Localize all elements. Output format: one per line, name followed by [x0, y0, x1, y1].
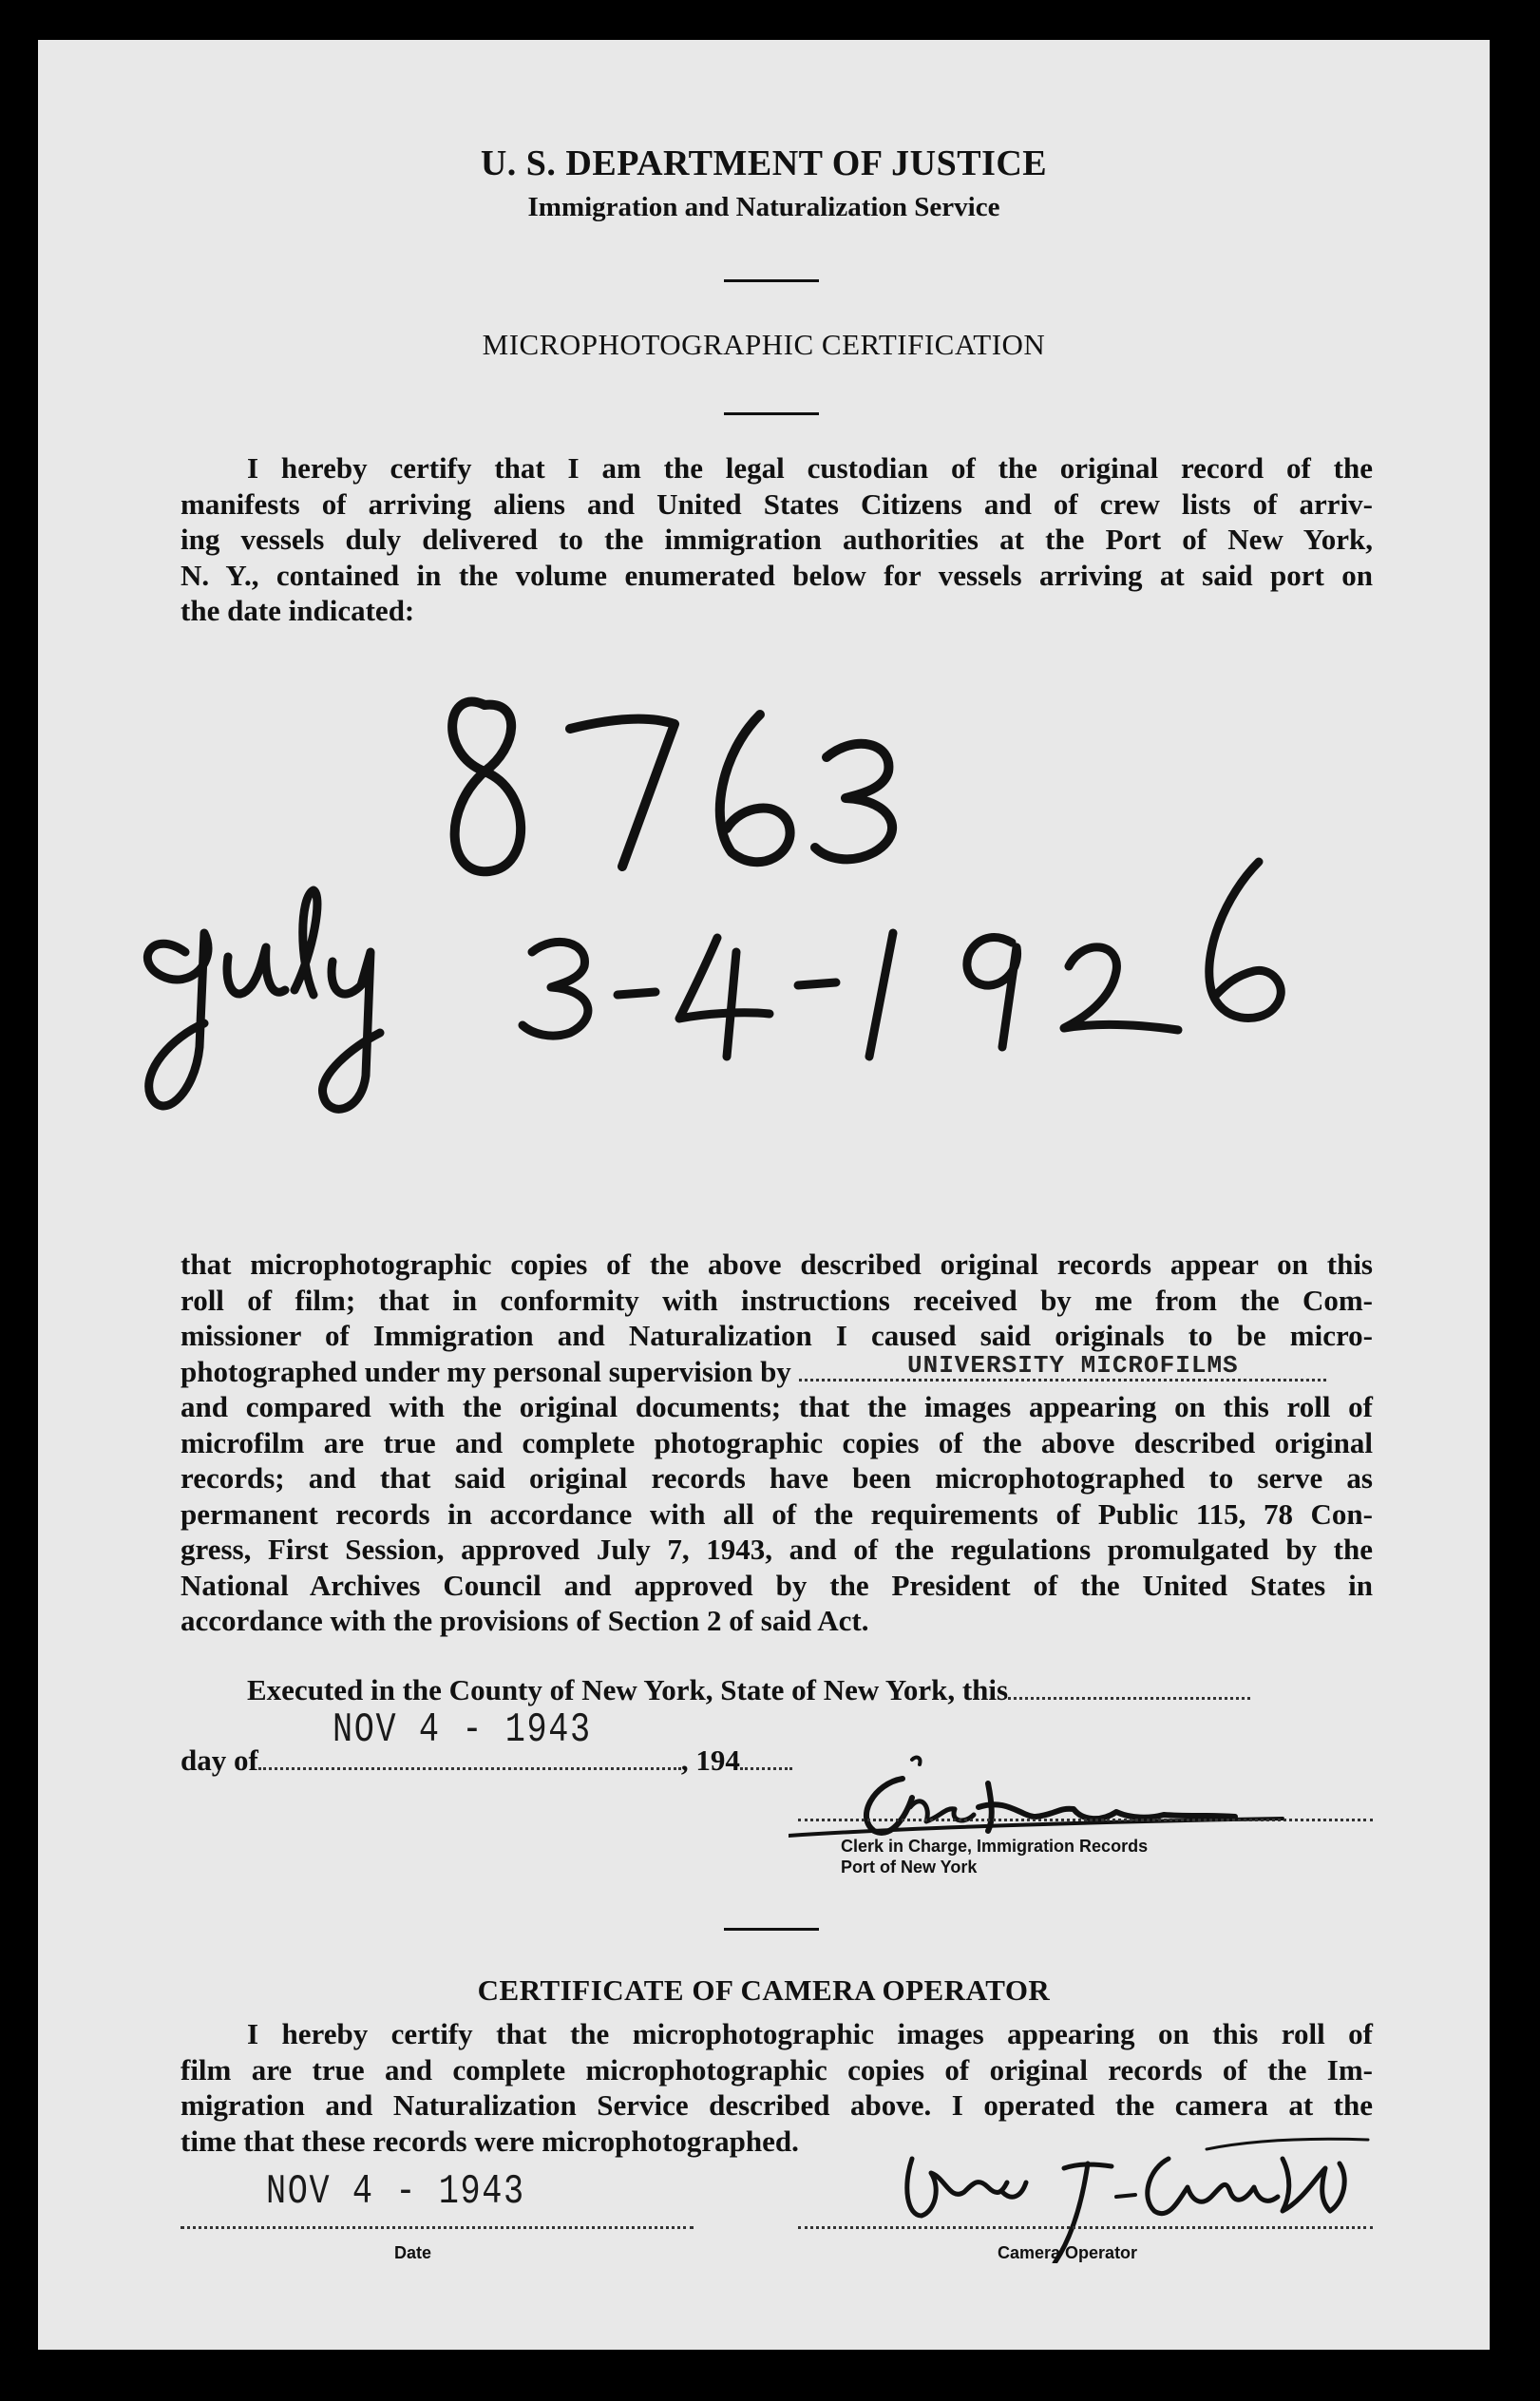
year-blank — [740, 1743, 792, 1770]
intro-line: ing vessels duly delivered to the immigration authorities at the Port of New York, — [181, 523, 1373, 556]
body-line-supervision — [181, 1350, 1373, 1390]
camera-line: time that these records were microphotographed. — [181, 2124, 799, 2158]
clerk-signature-line — [798, 1819, 1373, 1821]
day-of-label: day of — [181, 1744, 258, 1777]
camera-line: film are true and complete microphotographic copies of original records of the Im- — [181, 2052, 1373, 2087]
camera-certificate-title: CERTIFICATE OF CAMERA OPERATOR — [477, 1973, 1051, 2007]
body-line: roll of film; that in conformity with instructions received by me from the Com- — [181, 1283, 1373, 1317]
camera-line: migration and Naturalization Service described above. I operated the camera at the — [181, 2088, 1373, 2122]
camera-operator-signature — [893, 2121, 1387, 2263]
body-line: and compared with the original documents; that the images appearing on this roll of — [181, 1390, 1373, 1423]
body-line: gress, First Session, approved July 7, 1943, and of the regulations promulgated by the — [181, 1533, 1373, 1566]
clerk-title-line1: Clerk in Charge, Immigration Records — [841, 1837, 1149, 1856]
intro-line: manifests of arriving aliens and United States Citizens and of crew lists of arriv- — [181, 486, 1373, 521]
body-line: accordance with the provisions of Section 2 of said Act. — [181, 1604, 869, 1637]
service-subheading: Immigration and Naturalization Service — [527, 192, 1000, 222]
body-line: missioner of Immigration and Naturalization I caused said originals to be micro- — [181, 1319, 1373, 1352]
year-prefix: , 194 — [680, 1744, 740, 1777]
body-line: microfilm are true and complete photographic copies of the above described original — [181, 1425, 1373, 1459]
date-label: Date — [394, 2243, 432, 2262]
intro-paragraph — [181, 450, 1373, 629]
camera-line: I hereby certify that the microphotographic images appearing on this roll of — [247, 2017, 1373, 2050]
body-line: permanent records in accordance with all of the requirements of Public 115, 78 Con- — [181, 1496, 1373, 1531]
department-heading: U. S. DEPARTMENT OF JUSTICE — [480, 143, 1048, 183]
clerk-title — [841, 1836, 1148, 1877]
certificate-sheet — [38, 40, 1490, 2350]
body-line: that microphotographic copies of the above described original records appear on this — [181, 1248, 1373, 1281]
execution-line — [247, 1672, 1250, 1708]
date-line — [181, 2226, 694, 2229]
handwritten-entry — [38, 648, 1490, 1142]
divider — [724, 1928, 819, 1931]
intro-line: N. Y., contained in the volume enumerated below for vessels arriving at said port on — [181, 558, 1373, 592]
certification-title: MICROPHOTOGRAPHIC CERTIFICATION — [482, 328, 1046, 361]
execution-date-stamp: NOV 4 - 1943 — [333, 1706, 592, 1754]
body-line: photographed under my personal supervision by — [181, 1354, 791, 1388]
divider — [724, 412, 819, 415]
execution-text: Executed in the County of New York, State of New York, this — [247, 1673, 1009, 1706]
supervisor-typed-name: UNIVERSITY MICROFILMS — [907, 1350, 1239, 1380]
divider — [724, 279, 819, 282]
camera-operator-label: Camera Operator — [998, 2243, 1138, 2262]
body-line: National Archives Council and approved by the President of the United States in — [181, 1568, 1373, 1602]
intro-line: I hereby certify that I am the legal custodian of the original record of the — [247, 451, 1373, 485]
day-blank — [1008, 1672, 1250, 1700]
intro-line: the date indicated: — [181, 594, 415, 627]
camera-date-stamp: NOV 4 - 1943 — [266, 2168, 525, 2216]
camera-operator-line — [798, 2226, 1373, 2229]
body-paragraph — [181, 1247, 1373, 1639]
clerk-title-line2: Port of New York — [841, 1858, 978, 1877]
body-line: records; and that said original records have been microphotographed to serve as — [181, 1461, 1373, 1495]
